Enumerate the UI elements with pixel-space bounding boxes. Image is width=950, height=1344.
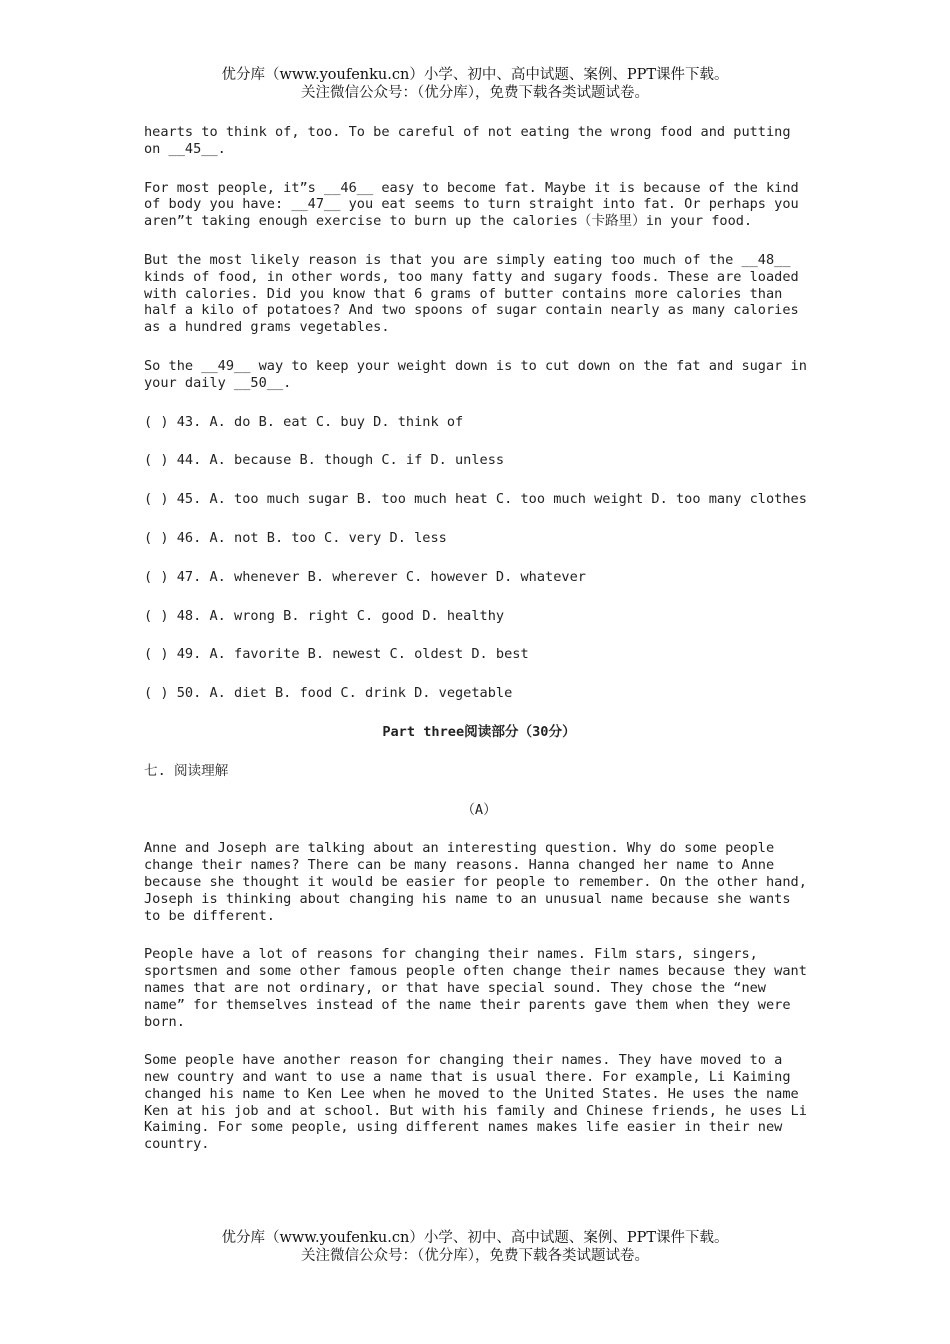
page-header <box>0 66 950 102</box>
reading-paragraph-3: Some people have another reason for changing their names. They have moved to a new country and want to use a name that is usual there. For example, Li Kaiming changed his name to Ken Lee when he moved to the United States. He uses the name Ken at his job and at school. But with his family and Chinese friends, he uses Li Kaiming. For some people, using different names makes life easier in their new country. <box>144 1052 807 1153</box>
section-title: 七. 阅读理解 <box>144 762 229 779</box>
question-44: ( ) 44. A. because B. though C. if D. unless <box>144 452 505 469</box>
question-49: ( ) 49. A. favorite B. newest C. oldest D. best <box>144 646 529 663</box>
part-title: Part three阅读部分（30分） <box>382 723 576 740</box>
question-48: ( ) 48. A. wrong B. right C. good D. healthy <box>144 607 505 624</box>
cloze-paragraph-1: hearts to think of, too. To be careful of not eating the wrong food and putting on __45__. <box>144 124 791 157</box>
page-footer <box>0 1229 950 1265</box>
question-43: ( ) 43. A. do B. eat C. buy D. think of <box>144 413 464 430</box>
question-50: ( ) 50. A. diet B. food C. drink D. vegetable <box>144 685 513 702</box>
question-45: ( ) 45. A. too much sugar B. too much heat C. too much weight D. too many clothes <box>144 491 807 508</box>
reading-paragraph-1: Anne and Joseph are talking about an interesting question. Why do some people change their names? There can be many reasons. Hanna changed her name to Anne because she thought it would be easier for people to remember. On the other hand, Joseph is thinking about changing his name to an unusual name because she wants to be different. <box>144 840 807 924</box>
question-47: ( ) 47. A. whenever B. wherever C. however D. whatever <box>144 568 586 585</box>
header-line-2: 关注微信公众号：（优分库），免费下载各类试题试卷。 <box>301 85 649 101</box>
cloze-paragraph-4: So the __49__ way to keep your weight down is to cut down on the fat and sugar in your daily __50__. <box>144 357 807 391</box>
cloze-paragraph-3: But the most likely reason is that you are simply eating too much of the __48__ kinds of food, in other words, too many fatty and sugary foods. These are loaded with calories. Did you know that 6 grams of butter contains more calories than half a kilo of potatoes? And two spoons of sugar contain nearly as many calories as a hundred grams vegetables. <box>144 251 799 336</box>
footer-line-1: 优分库（www.youfenku.cn）小学、初中、高中试题、案例、PPT课件下载。 <box>221 1230 729 1246</box>
reading-paragraph-2: People have a lot of reasons for changing their names. Film stars, singers, sportsmen and some other famous people often change their names because they want names that are not ordinary, or that have special sound. They chose the “new name” for themselves instead of the name their parents gave them when they were born. <box>144 946 807 1030</box>
cloze-paragraph-2: For most people, it”s __46__ easy to become fat. Maybe it is because of the kind of body you have: __47__ you eat seems to turn straight into fat. Or perhaps you aren”t taking enough exercise to burn up the calories（卡路里）in your food. <box>144 179 799 230</box>
header-line-1: 优分库（www.youfenku.cn）小学、初中、高中试题、案例、PPT课件下载。 <box>221 67 729 83</box>
passage-label: （A） <box>461 801 497 818</box>
question-46: ( ) 46. A. not B. too C. very D. less <box>144 529 447 546</box>
page-content <box>144 124 814 1175</box>
footer-line-2: 关注微信公众号：（优分库），免费下载各类试题试卷。 <box>301 1248 649 1264</box>
